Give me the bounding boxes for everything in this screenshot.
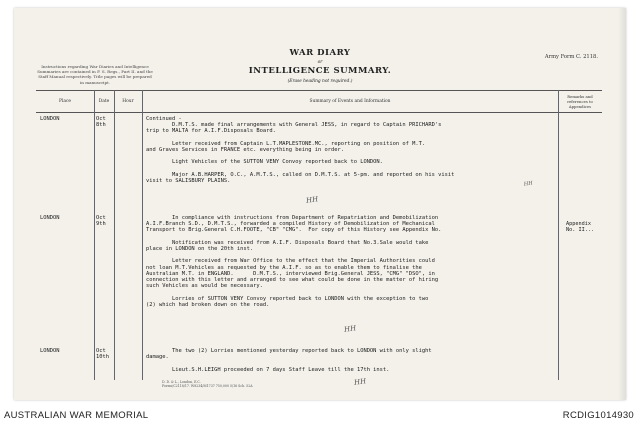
archive-id: RCDIG1014930 — [562, 410, 634, 421]
diary-title: WAR DIARY — [289, 48, 351, 58]
col-divider — [142, 90, 143, 380]
entry-text: The two (2) Lorries mentioned yesterday reported back to LONDON with only slight damage. Lieut.S.H.LEIGH proceeded on 7 days Staff Leave till the 17th inst. — [146, 348, 432, 373]
col-header-place: Place — [58, 98, 72, 104]
entry-place: LONDON — [40, 215, 60, 221]
title-or: or — [317, 60, 323, 65]
entry-text: In compliance with instructions from Department of Repatriation and Demobilization A.I.F.Branch S.D., D.M.T.S., forwarded a compiled History of Demobilization of Mechanical Transport to Brig.General C.H.FOOTE, "CB" "CMG". For copy of this History see Appendix No. Notification was received from A.I.F. Disposals Board that No.3.Sale would take place in LONDON on the 20th inst. Letter received from War Office to the effect that the Imperial Authorities could not loan M.T.Vehicles as requested by the A.I.F. so as to enable them to finalise the Australian M.T. in ENGLAND. D.M.T.S., interviewed Brig.General JESS, "CMG" "DSO", in connection with this letter and arranged to see what could be done in the matter of hiring such Vehicles as would be necessary. Lorries of SUTTON VENY Convoy reported back to LONDON with the exception to two (2) which had broken down on the road. — [146, 215, 442, 308]
appendix-reference: Appendix No. II... — [566, 221, 595, 234]
entry-date: Oct 9th — [96, 215, 106, 228]
diary-sheet — [14, 8, 626, 400]
col-divider — [114, 90, 115, 380]
handwritten-initials: HH — [353, 377, 367, 387]
col-divider — [94, 90, 95, 380]
archive-credit: AUSTRALIAN WAR MEMORIAL — [4, 410, 149, 421]
header-bottom-rule — [36, 112, 602, 113]
erase-note: (Erase heading not required.) — [287, 79, 353, 84]
col-header-remarks: Remarks and references to Appendices — [567, 93, 593, 109]
col-divider — [558, 90, 559, 380]
entry-text: Continued - D.M.T.S. made final arrangements with General JESS, in regard to Captain PRICHARD's trip to MALTA for A.I.F.Disposals Board. Letter received from Captain L.T.MAPLESTONE.MC., reporting on position of M.T. and Graves Services in FRANCE etc. everything being in order. Light Vehicles of the SUTTON VENY Convoy reported back to LONDON. Major A.B.HARPER, O.C., A.M.T.S., called on D.M.T.S. at 5-pm. and reported on his visit visit to SALISBURY PLAINS. — [146, 116, 455, 185]
diary-subtitle: INTELLIGENCE SUMMARY. — [248, 66, 392, 76]
handwritten-initials: HH — [343, 324, 357, 334]
entry-place: LONDON — [40, 348, 60, 354]
col-header-hour: Hour — [122, 98, 134, 104]
col-header-date: Date — [98, 98, 110, 104]
entry-date: Oct 10th — [96, 348, 109, 361]
entry-place: LONDON — [40, 116, 60, 122]
entry-date: Oct 8th — [96, 116, 106, 129]
handwritten-initials: HH — [523, 180, 534, 188]
instructions-note: Instructions regarding War Diaries and Intelligence Summaries are contained in F. S. Regs., Part II. and the Staff Manual respectively. Title pages will be prepared in manuscript. — [37, 64, 153, 85]
handwritten-initials: HH — [305, 195, 319, 205]
col-header-summary: Summary of Events and Information — [309, 98, 391, 104]
printer-imprint: D. D. & L., London, E.C. Forms/C2118/17. W8234/M1737 750,000 5/16 Sch. 52A — [162, 380, 253, 388]
form-number: Army Form C. 2118. — [544, 54, 598, 60]
